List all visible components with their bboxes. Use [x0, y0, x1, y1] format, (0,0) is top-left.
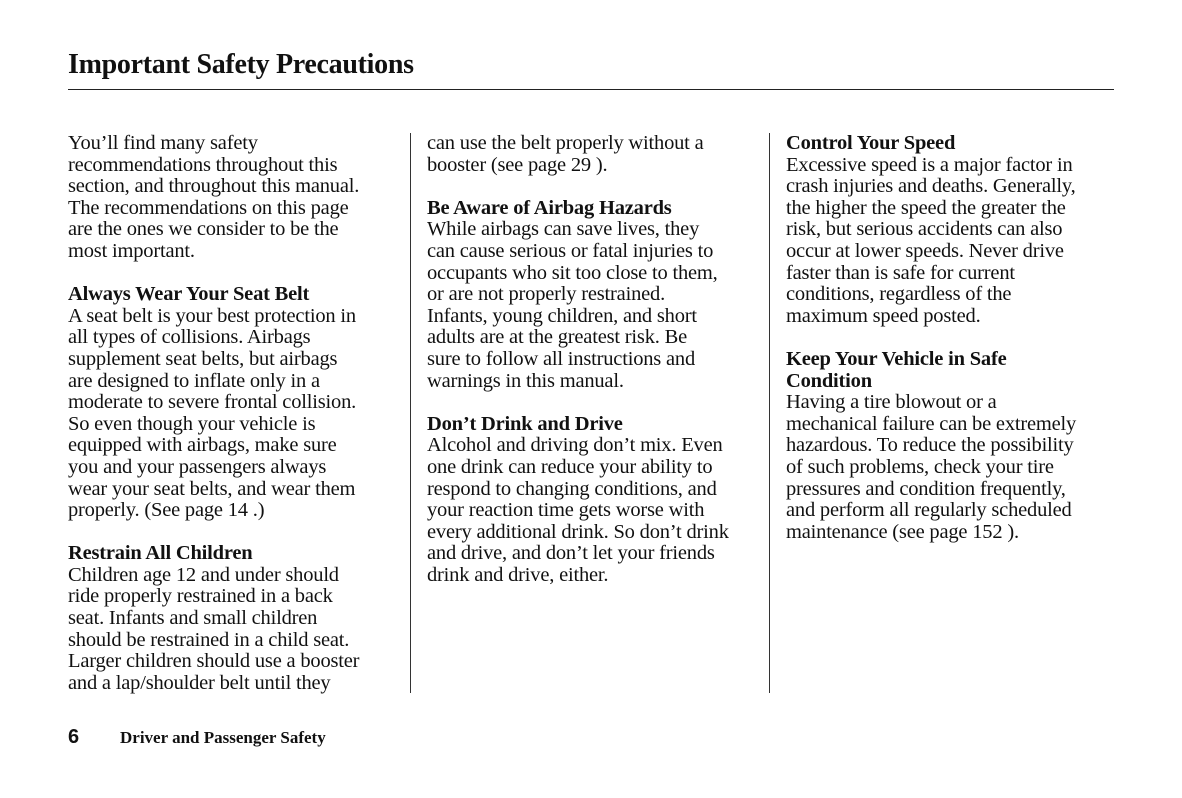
- column-3: [786, 133, 1122, 565]
- intro-paragraph: [68, 133, 404, 263]
- section-heading: Don’t Drink and Drive: [427, 412, 623, 435]
- column-divider: [410, 133, 411, 693]
- control-speed-section: [786, 133, 1122, 327]
- text-line: moderate to severe frontal collision.: [68, 391, 357, 414]
- section-heading: Keep Your Vehicle in Safe: [786, 347, 1007, 370]
- section-heading: Restrain All Children: [68, 542, 253, 565]
- text-line: maintenance (see page 152 ).: [786, 520, 1019, 543]
- section-heading: Always Wear Your Seat Belt: [68, 283, 310, 306]
- text-line: drink and drive, either.: [427, 563, 609, 586]
- text-line: recommendations throughout this: [68, 153, 338, 176]
- text-line: seat. Infants and small children: [68, 607, 318, 630]
- airbag-hazards-section: [427, 198, 763, 392]
- text-line: can use the belt properly without a: [427, 132, 704, 154]
- footer-section-title: Driver and Passenger Safety: [120, 728, 326, 747]
- text-line: crash injuries and deaths. Generally,: [786, 175, 1076, 198]
- text-line: can cause serious or fatal injuries to: [427, 239, 714, 262]
- text-line: Having a tire blowout or a: [786, 391, 997, 414]
- section-heading: Condition: [786, 369, 872, 392]
- text-line: warnings in this manual.: [427, 369, 624, 392]
- text-line: Larger children should use a booster: [68, 650, 360, 673]
- text-line: most important.: [68, 239, 195, 262]
- section-heading: Control Your Speed: [786, 132, 956, 154]
- text-line: Children age 12 and under should: [68, 563, 339, 586]
- drink-drive-section: [427, 414, 763, 587]
- restrain-children-section: [68, 543, 404, 694]
- text-line: maximum speed posted.: [786, 304, 981, 327]
- text-line: adults are at the greatest risk. Be: [427, 326, 687, 349]
- text-line: While airbags can save lives, they: [427, 218, 700, 241]
- text-line: properly. (See page 14 .): [68, 499, 265, 522]
- text-line: risk, but serious accidents can also: [786, 218, 1063, 241]
- text-line: Excessive speed is a major factor in: [786, 153, 1073, 176]
- text-line: the higher the speed the greater the: [786, 196, 1066, 219]
- text-line: one drink can reduce your ability to: [427, 455, 713, 478]
- text-line: you and your passengers always: [68, 455, 327, 478]
- text-line: section, and throughout this manual.: [68, 175, 360, 198]
- text-line: Alcohol and driving don’t mix. Even: [427, 434, 723, 457]
- text-line: occur at lower speeds. Never drive: [786, 239, 1064, 262]
- section-heading: Be Aware of Airbag Hazards: [427, 196, 672, 219]
- text-line: pressures and condition frequently,: [786, 477, 1066, 500]
- text-line: are designed to inflate only in a: [68, 369, 320, 392]
- text-line: and a lap/shoulder belt until they: [68, 671, 331, 694]
- text-line: of such problems, check your tire: [786, 455, 1054, 478]
- text-line: hazardous. To reduce the possibility: [786, 434, 1074, 457]
- page-title: Important Safety Precautions: [68, 49, 414, 80]
- text-line: supplement seat belts, but airbags: [68, 347, 338, 370]
- text-line: wear your seat belts, and wear them: [68, 477, 356, 500]
- text-line: So even though your vehicle is: [68, 412, 316, 435]
- text-line: respond to changing conditions, and: [427, 477, 717, 500]
- title-rule: [68, 89, 1114, 90]
- text-line: The recommendations on this page: [68, 196, 349, 219]
- text-line: A seat belt is your best protection in: [68, 304, 356, 327]
- text-line: should be restrained in a child seat.: [68, 628, 350, 651]
- column-2: [427, 133, 763, 608]
- text-line: and drive, and don’t let your friends: [427, 542, 715, 565]
- vehicle-condition-section: [786, 349, 1122, 543]
- page-number: 6: [68, 726, 80, 748]
- text-line: occupants who sit too close to them,: [427, 261, 718, 284]
- text-line: You’ll find many safety: [68, 132, 258, 154]
- column-divider: [769, 133, 770, 693]
- seat-belt-section: [68, 284, 404, 522]
- children-continued-paragraph: [427, 133, 763, 176]
- text-line: conditions, regardless of the: [786, 283, 1012, 306]
- text-line: faster than is safe for current: [786, 261, 1015, 284]
- text-line: and perform all regularly scheduled: [786, 499, 1072, 522]
- column-1: [68, 133, 404, 716]
- text-line: booster (see page 29 ).: [427, 153, 608, 176]
- text-line: all types of collisions. Airbags: [68, 326, 311, 349]
- text-line: every additional drink. So don’t drink: [427, 520, 729, 543]
- text-line: equipped with airbags, make sure: [68, 434, 337, 457]
- text-line: Infants, young children, and short: [427, 304, 697, 327]
- text-line: your reaction time gets worse with: [427, 499, 705, 522]
- text-line: mechanical failure can be extremely: [786, 412, 1077, 435]
- text-line: sure to follow all instructions and: [427, 347, 695, 370]
- text-line: ride properly restrained in a back: [68, 585, 333, 608]
- text-line: are the ones we consider to be the: [68, 218, 339, 241]
- text-line: or are not properly restrained.: [427, 283, 665, 306]
